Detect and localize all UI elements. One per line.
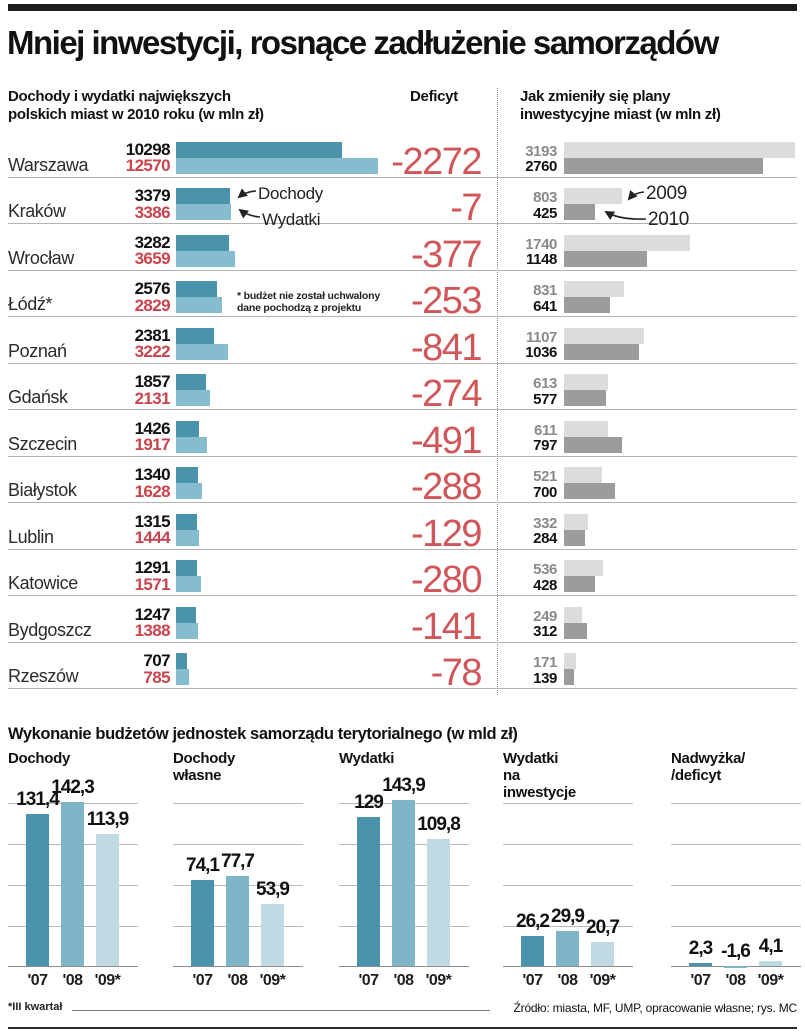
mini-chart-x-label: '08 bbox=[227, 972, 248, 989]
city-label: Bydgoszcz bbox=[8, 619, 92, 640]
mini-chart-plot bbox=[339, 774, 469, 967]
city-budget-bars bbox=[176, 560, 201, 592]
plan-2010-value: 577 bbox=[533, 390, 557, 408]
plan-2009-value: 536 bbox=[533, 561, 557, 578]
wydatki-value: 785 bbox=[143, 667, 170, 687]
city-label: Szczecin bbox=[8, 433, 77, 454]
plan-2009-bar bbox=[564, 328, 644, 344]
mini-chart-x-label: '09* bbox=[589, 972, 616, 989]
dochody-bar bbox=[176, 188, 230, 204]
lodz-footnote bbox=[237, 291, 412, 314]
wydatki-bar bbox=[176, 530, 199, 546]
plan-2010-value: 641 bbox=[533, 297, 557, 315]
lodz-footnote-line1: * budżet nie został uchwalony bbox=[237, 290, 380, 302]
lodz-footnote-line2: dane pochodzą z projektu bbox=[237, 301, 362, 314]
gridline bbox=[173, 803, 303, 804]
plan-2009-value: 1107 bbox=[526, 328, 557, 346]
deficit-value: -841 bbox=[410, 326, 481, 369]
investment-plan-values bbox=[478, 283, 557, 314]
legend-wydatki-label: Wydatki bbox=[262, 210, 321, 229]
mini-chart-plot bbox=[8, 776, 138, 967]
mini-chart-value-label: 113,9 bbox=[86, 809, 129, 831]
left-chart-heading-line2: polskich miast w 2010 roku (w mln zł) bbox=[8, 106, 264, 123]
mini-chart-value-label: -1,6 bbox=[721, 941, 750, 962]
plan-2009-value: 613 bbox=[533, 375, 557, 392]
deficit-value: -274 bbox=[410, 373, 481, 415]
plan-2010-value: 1036 bbox=[525, 344, 557, 361]
dochody-bar bbox=[176, 374, 206, 390]
dochody-bar bbox=[176, 514, 197, 530]
city-label: Rzeszów bbox=[8, 666, 79, 686]
dochody-value: 2381 bbox=[134, 325, 170, 345]
mini-chart-bar bbox=[191, 880, 214, 966]
mini-chart-title: Wydatki bbox=[339, 750, 395, 767]
bottom-rule bbox=[8, 1027, 797, 1029]
left-chart-heading-line1: Dochody i wydatki największych bbox=[8, 88, 231, 105]
wydatki-value: 1444 bbox=[134, 528, 170, 547]
investment-plan-bars bbox=[564, 607, 587, 639]
plan-2009-bar bbox=[564, 374, 608, 390]
wydatki-value: 2829 bbox=[134, 295, 170, 315]
mini-chart-plot bbox=[173, 801, 303, 967]
mini-chart-bar bbox=[759, 961, 782, 966]
city-row bbox=[8, 503, 797, 555]
city-budget-bars bbox=[176, 328, 228, 360]
plan-2010-bar bbox=[564, 669, 574, 685]
wydatki-bar bbox=[176, 483, 202, 499]
investment-plan-bars bbox=[564, 142, 795, 174]
plan-2009-value: 521 bbox=[533, 468, 557, 485]
deficit-value: -377 bbox=[410, 233, 481, 276]
page-title: Mniej inwestycji, rosnące zadłużenie samorządów bbox=[7, 24, 718, 61]
mini-chart-x-label: '08 bbox=[393, 972, 414, 989]
dochody-bar bbox=[176, 235, 229, 251]
plan-2010-bar bbox=[564, 483, 615, 499]
city-budget-bars bbox=[176, 281, 222, 313]
wydatki-value: 2131 bbox=[134, 388, 170, 408]
plan-2009-bar bbox=[564, 421, 608, 437]
city-label: Gdańsk bbox=[8, 387, 68, 407]
city-row bbox=[8, 317, 797, 369]
plan-2010-bar bbox=[564, 437, 622, 453]
mini-chart-bar bbox=[591, 942, 614, 966]
plan-2010-bar bbox=[564, 530, 585, 546]
plan-2009-bar bbox=[564, 467, 602, 483]
mini-chart-bar bbox=[26, 814, 49, 966]
mini-chart-value-label: 142,3 bbox=[51, 776, 94, 798]
dochody-value: 1315 bbox=[134, 511, 170, 531]
investment-plan-values bbox=[478, 516, 557, 547]
mini-chart-x-label: '07 bbox=[192, 972, 213, 989]
dochody-bar bbox=[176, 467, 198, 483]
city-label: Katowice bbox=[8, 573, 78, 593]
plan-2009-bar bbox=[564, 653, 576, 669]
wydatki-bar bbox=[176, 251, 235, 267]
mini-chart-bar bbox=[521, 936, 544, 966]
mini-chart-bar bbox=[96, 834, 119, 966]
city-row bbox=[8, 131, 797, 183]
investment-plan-values bbox=[478, 330, 557, 361]
city-budget-bars bbox=[176, 188, 231, 220]
city-row bbox=[8, 550, 797, 601]
wydatki-value: 1388 bbox=[134, 621, 170, 640]
investment-plan-bars bbox=[564, 188, 622, 220]
city-label: Kraków bbox=[8, 201, 66, 221]
wydatki-bar bbox=[176, 576, 201, 592]
wydatki-value: 1917 bbox=[134, 435, 170, 454]
mini-chart-value-label: 131,4 bbox=[16, 789, 59, 811]
footer-source: Źródło: miasta, MF, UMP, opracowanie własne; rys. MC bbox=[513, 1001, 797, 1015]
footer-rule bbox=[72, 1010, 490, 1011]
mini-chart-bar bbox=[724, 966, 747, 968]
dochody-value: 3379 bbox=[134, 186, 170, 205]
city-budget-bars bbox=[176, 374, 210, 406]
city-budget-bars bbox=[176, 607, 198, 639]
wydatki-bar bbox=[176, 437, 207, 453]
left-chart-heading bbox=[8, 88, 264, 124]
mini-chart-value-label: 4,1 bbox=[758, 936, 783, 958]
deficit-value: -288 bbox=[410, 466, 481, 508]
dochody-value: 3282 bbox=[134, 232, 170, 252]
wydatki-bar bbox=[176, 344, 228, 360]
wydatki-bar bbox=[176, 297, 222, 313]
investment-plan-bars bbox=[564, 421, 622, 453]
wydatki-bar bbox=[176, 623, 198, 639]
mini-chart-x-label: '07 bbox=[358, 972, 379, 989]
mini-chart-x-label: '08 bbox=[557, 972, 578, 989]
mini-chart-value-label: 77,7 bbox=[221, 851, 254, 873]
city-budget-values bbox=[8, 374, 170, 407]
mini-chart-plot bbox=[671, 801, 801, 967]
dochody-value: 1426 bbox=[134, 418, 170, 438]
mini-chart-value-label: 109,8 bbox=[417, 814, 460, 836]
plan-2009-value: 831 bbox=[533, 282, 557, 299]
plan-2010-value: 1148 bbox=[526, 251, 557, 268]
plan-2010-value: 700 bbox=[533, 483, 557, 501]
plan-2010-bar bbox=[564, 204, 595, 220]
plan-2010-bar bbox=[564, 297, 610, 313]
investment-plan-values bbox=[478, 655, 557, 686]
plan-2010-value: 284 bbox=[533, 530, 557, 547]
wydatki-bar bbox=[176, 390, 210, 406]
wydatki-value: 12570 bbox=[125, 156, 170, 175]
mini-chart-title: Wydatki na inwestycje bbox=[503, 750, 576, 801]
dochody-bar bbox=[176, 560, 197, 576]
right-chart-heading bbox=[520, 88, 721, 124]
investment-plan-values bbox=[478, 423, 557, 454]
plan-2009-bar bbox=[564, 142, 795, 158]
city-row bbox=[8, 457, 797, 508]
footer-note: *III kwartał bbox=[8, 1001, 63, 1013]
investment-plan-bars bbox=[564, 281, 624, 313]
plan-2010-bar bbox=[564, 623, 587, 639]
mini-chart-plot bbox=[503, 801, 633, 967]
city-budget-values bbox=[8, 511, 170, 547]
wydatki-bar bbox=[176, 669, 189, 685]
investment-plan-bars bbox=[564, 560, 603, 592]
dochody-value: 2576 bbox=[134, 279, 170, 298]
investment-plan-bars bbox=[564, 467, 615, 499]
mini-chart-x-label: '09* bbox=[259, 972, 286, 989]
plan-2010-bar bbox=[564, 158, 763, 174]
plan-2010-value: 139 bbox=[533, 669, 557, 687]
gridline bbox=[503, 844, 633, 845]
mini-chart-value-label: 143,9 bbox=[382, 774, 425, 796]
plan-2009-bar bbox=[564, 514, 588, 530]
plan-2009-value: 249 bbox=[533, 607, 557, 625]
investment-plan-bars bbox=[564, 514, 588, 546]
dochody-bar bbox=[176, 281, 217, 297]
mini-chart-bar bbox=[261, 904, 284, 966]
city-label: Poznań bbox=[8, 340, 67, 361]
plan-2010-value: 2760 bbox=[525, 158, 557, 175]
gridline bbox=[671, 885, 801, 886]
mini-chart-x-label: '07 bbox=[27, 972, 48, 989]
city-budget-values bbox=[8, 188, 170, 221]
deficit-value: -78 bbox=[430, 652, 481, 694]
mini-chart-x-label: '09* bbox=[757, 972, 784, 989]
plan-2009-bar bbox=[564, 281, 624, 297]
gridline bbox=[671, 844, 801, 845]
wydatki-value: 3386 bbox=[134, 202, 170, 222]
mini-chart-value-label: 20,7 bbox=[586, 917, 619, 939]
plan-2009-bar bbox=[564, 188, 622, 204]
mini-chart-value-label: 129 bbox=[354, 792, 383, 814]
mini-chart-title: Dochody bbox=[8, 750, 71, 767]
dochody-value: 1340 bbox=[134, 465, 170, 484]
mini-chart-value-label: 74,1 bbox=[186, 855, 219, 877]
city-label: Warszawa bbox=[8, 154, 89, 175]
city-budget-bars bbox=[176, 421, 207, 453]
dochody-bar bbox=[176, 328, 214, 344]
city-label: Łódź* bbox=[8, 294, 53, 314]
deficit-value: -2272 bbox=[391, 140, 481, 183]
gridline bbox=[671, 803, 801, 804]
investment-plan-values bbox=[478, 190, 557, 221]
wydatki-value: 3659 bbox=[134, 249, 170, 268]
dochody-value: 1857 bbox=[134, 372, 170, 391]
investment-plan-values bbox=[478, 609, 557, 640]
dochody-bar bbox=[176, 607, 196, 623]
investment-plan-bars bbox=[564, 235, 690, 267]
mini-chart-x-label: '09* bbox=[94, 972, 121, 989]
investment-plan-values bbox=[478, 376, 557, 407]
plan-2010-value: 425 bbox=[533, 204, 557, 222]
city-budget-bars bbox=[176, 653, 189, 685]
mini-chart-x-label: '08 bbox=[725, 972, 746, 989]
legend-2009-label: 2009 bbox=[646, 183, 688, 204]
plan-2010-value: 428 bbox=[533, 576, 557, 594]
deficit-value: -491 bbox=[410, 419, 481, 462]
plan-2009-bar bbox=[564, 235, 690, 251]
plan-2010-bar bbox=[564, 576, 595, 592]
gridline bbox=[173, 844, 303, 845]
mini-chart-value-label: 29,9 bbox=[551, 906, 584, 928]
mini-chart-value-label: 26,2 bbox=[516, 910, 549, 932]
investment-plan-values bbox=[478, 237, 557, 268]
city-budget-values bbox=[8, 604, 170, 640]
plan-2009-value: 803 bbox=[533, 189, 557, 206]
wydatki-value: 1571 bbox=[134, 574, 170, 594]
city-label: Białystok bbox=[8, 480, 77, 500]
dochody-value: 10298 bbox=[125, 139, 170, 159]
deficit-value: -253 bbox=[410, 280, 481, 322]
city-row bbox=[8, 410, 797, 462]
wydatki-value: 3222 bbox=[134, 342, 170, 361]
mini-chart-x-label: '07 bbox=[522, 972, 543, 989]
plan-2009-bar bbox=[564, 607, 582, 623]
plan-2010-value: 797 bbox=[533, 437, 557, 454]
city-label: Wrocław bbox=[8, 247, 74, 268]
mini-chart-x-label: '08 bbox=[62, 972, 83, 989]
deficit-value: -141 bbox=[410, 605, 481, 648]
investment-plan-bars bbox=[564, 328, 644, 360]
plan-2009-value: 3193 bbox=[525, 142, 557, 160]
legend-dochody-label: Dochody bbox=[258, 184, 323, 203]
dochody-bar bbox=[176, 653, 187, 669]
city-label: Lublin bbox=[8, 526, 54, 547]
city-budget-values bbox=[8, 281, 170, 314]
mini-chart-x-label: '09* bbox=[425, 972, 452, 989]
plan-2010-bar bbox=[564, 344, 639, 360]
right-chart-heading-line1: Jak zmieniły się plany bbox=[520, 88, 671, 105]
plan-2010-bar bbox=[564, 390, 606, 406]
plan-2009-bar bbox=[564, 560, 603, 576]
mini-chart-value-label: 53,9 bbox=[256, 878, 289, 900]
plan-2010-bar bbox=[564, 251, 647, 267]
gridline bbox=[503, 885, 633, 886]
gridline bbox=[671, 926, 801, 927]
plan-2009-value: 332 bbox=[533, 514, 557, 532]
legend-2010-label: 2010 bbox=[648, 209, 690, 230]
city-budget-bars bbox=[176, 467, 202, 499]
wydatki-value: 1628 bbox=[134, 481, 170, 501]
budget-section-heading: Wykonanie budżetów jednostek samorządu terytorialnego (w mld zł) bbox=[8, 725, 518, 743]
mini-chart-bar bbox=[357, 817, 380, 966]
city-row bbox=[8, 643, 797, 694]
top-rule bbox=[8, 4, 797, 11]
deficit-value: -129 bbox=[410, 512, 481, 555]
mini-chart-x-label: '07 bbox=[690, 972, 711, 989]
mini-chart-bar bbox=[427, 839, 450, 966]
city-row bbox=[8, 364, 797, 415]
gridline bbox=[503, 803, 633, 804]
investment-plan-values bbox=[478, 562, 557, 593]
city-budget-bars bbox=[176, 235, 235, 267]
right-chart-heading-line2: inwestycyjne miast (w mln zł) bbox=[520, 106, 721, 123]
dochody-value: 707 bbox=[143, 651, 170, 670]
city-budget-values bbox=[8, 232, 170, 268]
city-row bbox=[8, 596, 797, 648]
dochody-value: 1291 bbox=[134, 558, 170, 577]
deficit-value: -280 bbox=[410, 559, 481, 601]
city-budget-values bbox=[8, 139, 170, 175]
plan-2009-value: 611 bbox=[534, 421, 557, 439]
city-budget-values bbox=[8, 418, 170, 454]
mini-chart-bar bbox=[689, 963, 712, 966]
deficit-value: -7 bbox=[450, 187, 481, 229]
plan-2009-value: 171 bbox=[533, 654, 557, 671]
mini-chart-title: Dochody własne bbox=[173, 750, 236, 784]
city-budget-values bbox=[8, 560, 170, 593]
city-budget-values bbox=[8, 467, 170, 500]
city-budget-values bbox=[8, 653, 170, 686]
city-budget-values bbox=[8, 325, 170, 361]
investment-plan-values bbox=[478, 144, 557, 175]
plan-2009-value: 1740 bbox=[525, 235, 557, 253]
mini-chart-title: Nadwyżka/ /deficyt bbox=[671, 750, 745, 784]
mini-chart-value-label: 2,3 bbox=[688, 938, 713, 960]
dochody-value: 1247 bbox=[134, 604, 170, 624]
investment-plan-values bbox=[478, 469, 557, 500]
dochody-bar bbox=[176, 421, 199, 437]
investment-plan-bars bbox=[564, 653, 576, 685]
wydatki-bar bbox=[176, 204, 231, 220]
deficit-heading: Deficyt bbox=[410, 88, 458, 105]
investment-plan-bars bbox=[564, 374, 608, 406]
plan-2010-value: 312 bbox=[533, 623, 557, 640]
city-budget-bars bbox=[176, 514, 199, 546]
